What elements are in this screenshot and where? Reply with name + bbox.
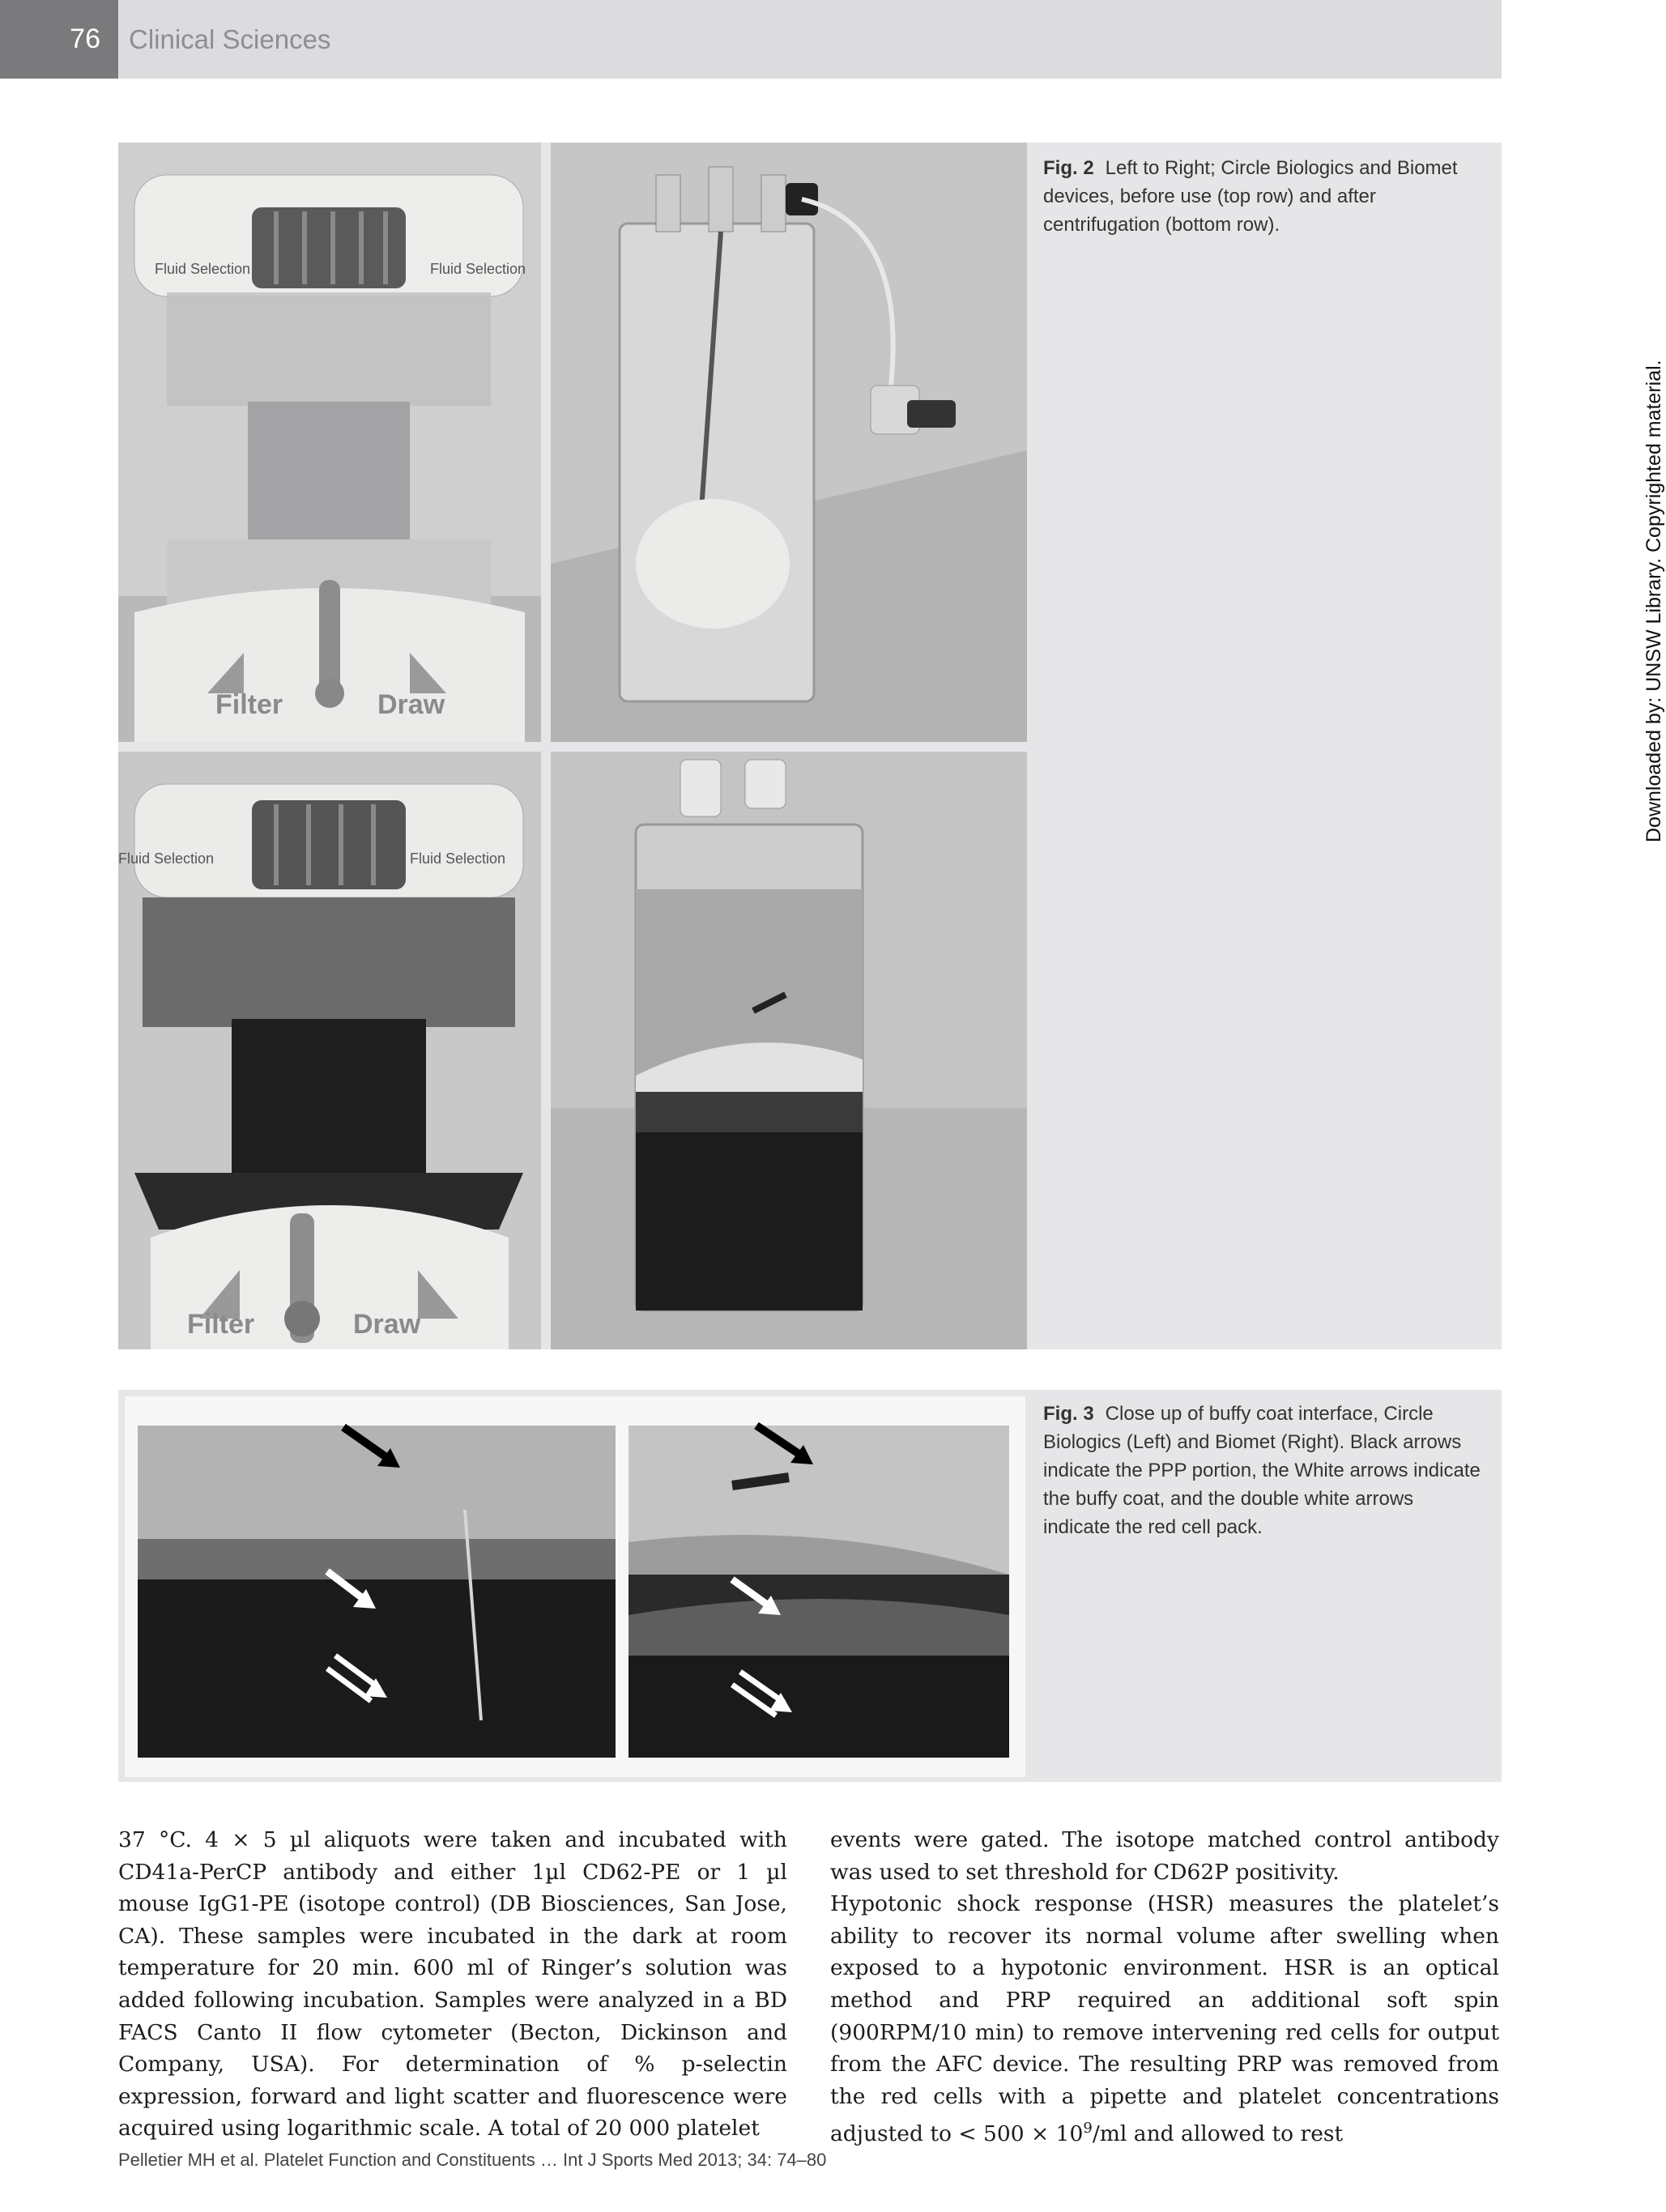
page-number: 76 [0, 0, 118, 79]
figure-2 [118, 143, 1502, 1349]
body-paragraph-1: 37 °C. 4 × 5 µl aliquots were taken and incubated with CD41a-PerCP antibody and either 1µl CD62-PE or 1 µl mouse IgG1-PE (isotope control) (DB Biosciences, San Jose, CA). These samples were incubated in the dark at room temperature for 20 min. 600 ml of Ringer’s solution was added following incubation. Samples were analyzed in a BD FACS Canto II flow cytometer (Becton, Dickinson and Company, USA). For determination of % p-selectin expression, forward and light scatter and fluorescence were acquired using logarithmic scale. A total of 20 000 platelet [118, 1827, 787, 2142]
figure-3 [118, 1390, 1502, 1782]
body-paragraph-3-end: /ml and allowed to rest [1092, 2121, 1344, 2147]
circle-after-filter-label: Filter [187, 1309, 255, 1340]
fig2-caption-text: Left to Right; Circle Biologics and Biomet devices, before use (top row) and after centrifugation (bottom row). [1043, 157, 1458, 236]
section-title: Clinical Sciences [129, 23, 331, 54]
body-column-left [118, 1824, 787, 2145]
page-footer: Pelletier MH et al. Platelet Function and Constituents … Int J Sports Med 2013; 34: 74–80 [118, 2150, 827, 2170]
circle-after-draw-label: Draw [353, 1309, 421, 1340]
body-paragraph-2: events were gated. The isotope matched control antibody was used to set threshold for CD62P positivity. [830, 1827, 1499, 1885]
body-column-right [830, 1824, 1499, 2150]
biomet-device-before-illustration [551, 143, 1027, 742]
circle-after-fluid-down-label: Fluid Selection [410, 850, 506, 867]
biomet-device-after-illustration [551, 752, 1027, 1349]
circle-before-filter-label: Filter [215, 689, 283, 720]
fig3-caption [1043, 1400, 1485, 1541]
circle-device-before-illustration [118, 143, 541, 742]
fig3-photo-frame [125, 1396, 1025, 1777]
fig2-photo-biomet-before [551, 143, 1027, 742]
fig3-closeup-illustration [125, 1396, 1025, 1777]
fig3-caption-text: Close up of buffy coat interface, Circle Biologics (Left) and Biomet (Right). Black arrows indicate the PPP portion, the White arrows indicate the buffy coat, and the double white arrows indicate the red cell pack. [1043, 1403, 1481, 1538]
fig2-photo-circle-after [118, 752, 541, 1349]
body-paragraph-3-text: Hypotonic shock response (HSR) measures the platelet’s ability to recover its normal volume after swelling when exposed to a hypotonic environment. HSR is an optical method and PRP required an additional soft spin (900RPM/10 min) to remove intervening red cells for output from the AFC device. The resulting PRP was removed from the red cells with a pipette and platelet concentrations adjusted to < 500 × 10 [830, 1891, 1499, 2147]
download-watermark: Downloaded by: UNSW Library. Copyrighted material. [1643, 360, 1665, 842]
circle-before-fluid-up-label: Fluid Selection [155, 261, 251, 277]
circle-after-fluid-up-label: Fluid Selection [118, 850, 215, 867]
fig2-photo-biomet-after [551, 752, 1027, 1349]
fig2-photo-circle-before [118, 143, 541, 742]
circle-device-after-illustration [118, 752, 541, 1349]
fig2-caption [1043, 154, 1481, 239]
body-superscript: 9 [1083, 2120, 1093, 2137]
circle-before-fluid-down-label: Fluid Selection [430, 261, 526, 277]
circle-before-draw-label: Draw [377, 689, 445, 720]
fig2-label: Fig. 2 [1043, 157, 1094, 179]
section-header [118, 0, 1502, 79]
fig3-label: Fig. 3 [1043, 1403, 1094, 1425]
body-paragraph-3 [830, 1888, 1499, 2150]
